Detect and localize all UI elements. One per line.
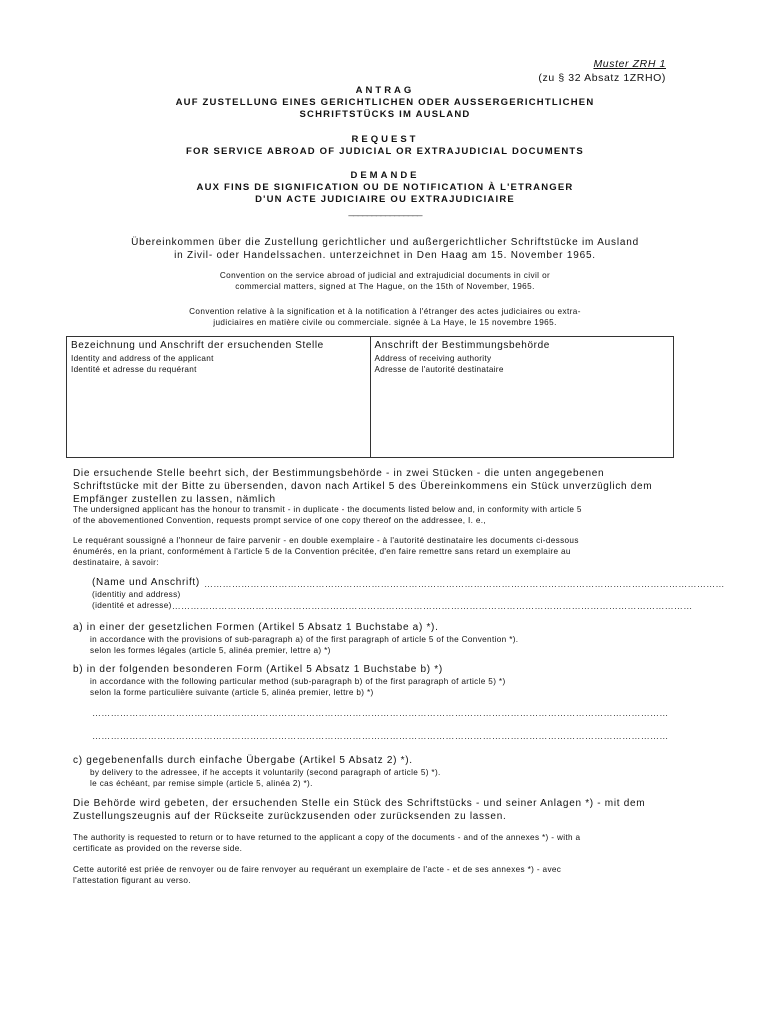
closing-en	[73, 832, 677, 854]
title-de-line1: ANTRAG	[355, 85, 415, 96]
convention-de-line2: in Zivil- oder Handelssachen. unterzeichnet in Den Haag am 15. November 1965.	[174, 250, 596, 261]
title-fr	[0, 170, 770, 206]
option-a-fr: selon les formes légales (article 5, alinéa premier, lettre a) *)	[90, 646, 331, 655]
option-a-de: a) in einer der gesetzlichen Formen (Artikel 5 Absatz 1 Buchstabe a) *).	[73, 622, 439, 633]
closing-fr-line1: Cette autorité est priée de renvoyer ou de faire renvoyer au requérant un exemplaire de l'acte - et de ses annexes *) - avec	[73, 865, 562, 874]
title-en-line1: REQUEST	[351, 134, 419, 145]
applicant-label-de: Bezeichnung und Anschrift der ersuchenden Stelle	[71, 340, 324, 351]
convention-en-line1: Convention on the service abroad of judicial and extrajudicial documents in civil or	[219, 271, 551, 280]
option-b[interactable]	[73, 663, 677, 698]
option-a-en: in accordance with the provisions of sub-paragraph a) of the first paragraph of article 5 of the Convention *).	[90, 635, 519, 644]
addressee-address-input[interactable]: ……………………………………………………………………………………………………………………………………………………	[171, 601, 693, 611]
closing-de-line1: Die Behörde wird gebeten, der ersuchenden Stelle ein Stück des Schriftstücks - und seiner Anlagen *) - mit dem	[73, 798, 646, 809]
applicant-address-box[interactable]	[67, 337, 370, 457]
title-en-line2: FOR SERVICE ABROAD OF JUDICIAL OR EXTRAJUDICIAL DOCUMENTS	[186, 146, 584, 157]
addressee-field	[92, 576, 725, 611]
title-fr-line3: D'UN ACTE JUDICIAIRE OU EXTRAJUDICIAIRE	[255, 194, 515, 205]
option-b-fr: selon la forme particulière suivante (article 5, alinéa premier, lettre b) *)	[90, 688, 374, 697]
request-de-line3: Empfänger zustellen zu lassen, nämlich	[73, 494, 276, 505]
convention-fr	[0, 306, 770, 328]
request-en	[73, 504, 677, 526]
request-fr-line3: destinataire, à savoir:	[73, 558, 159, 567]
closing-fr	[73, 864, 677, 886]
request-en-line1: The undersigned applicant has the honour to transmit - in duplicate - the documents listed below and, in conformity with article 5	[73, 505, 582, 514]
closing-en-line1: The authority is requested to return or to have returned to the applicant a copy of the documents - and of the annexes *) - with a	[73, 833, 581, 842]
applicant-label-en: Identity and address of the applicant	[71, 354, 214, 363]
title-rule: ________________	[348, 206, 422, 217]
addressee-label-de: (Name und Anschrift)	[92, 577, 200, 588]
form-model-reference	[538, 57, 666, 85]
receiving-authority-box[interactable]	[370, 337, 674, 457]
convention-de-line1: Übereinkommen über die Zustellung gerichtlicher und außergerichtlicher Schriftstücke im Ausland	[131, 237, 639, 248]
request-en-line2: of the abovementioned Convention, requests prompt service of one copy thereof on the addressee, I. e.,	[73, 516, 487, 525]
request-de-line1: Die ersuchende Stelle beehrt sich, der Bestimmungsbehörde - in zwei Stücken - die unten angegebenen	[73, 468, 605, 479]
convention-en	[0, 270, 770, 292]
convention-de	[0, 236, 770, 262]
option-c-de: c) gegebenenfalls durch einfache Übergabe (Artikel 5 Absatz 2) *).	[73, 755, 413, 766]
muster-section-ref: (zu § 32 Absatz 1ZRHO)	[538, 72, 666, 84]
option-c[interactable]	[73, 754, 677, 789]
request-fr-line1: Le requérant soussigné a l'honneur de faire parvenir - en double exemplaire - à l'autorité destinataire les documents ci-dessous	[73, 536, 579, 545]
option-b-en: in accordance with the following particular method (sub-paragraph b) of the first paragraph of article 5) *)	[90, 677, 506, 686]
particular-method-line-2[interactable]: ……………………………………………………………………………………………………………………………………………………………………	[92, 731, 669, 741]
request-fr	[73, 535, 677, 568]
title-fr-line1: DEMANDE	[350, 170, 420, 181]
convention-en-line2: commercial matters, signed at The Hague, on the 15th of November, 1965.	[235, 282, 535, 291]
closing-en-line2: certificate as provided on the reverse side.	[73, 844, 243, 853]
applicant-label-fr: Identité et adresse du requérant	[71, 365, 197, 374]
addressee-label-fr: (identité et adresse)	[92, 601, 172, 610]
closing-de	[73, 797, 677, 823]
option-c-fr: le cas échéant, par remise simple (article 5, alinéa 2) *).	[90, 779, 313, 788]
option-a[interactable]	[73, 621, 677, 656]
closing-fr-line2: l'attestation figurant au verso.	[73, 876, 191, 885]
title-en	[0, 134, 770, 158]
addressee-name-input[interactable]: ……………………………………………………………………………………………………………………………………………………	[203, 579, 725, 589]
title-de	[0, 85, 770, 121]
convention-fr-line2: judiciaires en matière civile ou commerciale. signée à La Haye, le 15 novembre 1965.	[213, 318, 557, 327]
request-de-line2: Schriftstücke mit der Bitte zu übersenden, davon nach Artikel 5 des Übereinkommens ein Stück unverzüglich dem	[73, 481, 653, 492]
title-fr-line2: AUX FINS DE SIGNIFICATION OU DE NOTIFICATION À L'ETRANGER	[196, 182, 574, 193]
authority-label-fr: Adresse de l'autorité destinataire	[374, 365, 504, 374]
closing-de-line2: Zustellungszeugnis auf der Rückseite zurückzusenden oder zurücksenden zu lassen.	[73, 811, 507, 822]
authority-label-en: Address of receiving authority	[374, 354, 492, 363]
particular-method-line-1[interactable]: ……………………………………………………………………………………………………………………………………………………………………	[92, 708, 669, 718]
title-de-line3: SCHRIFTSTÜCKS IM AUSLAND	[299, 109, 471, 120]
muster-label: Muster ZRH 1	[593, 58, 666, 70]
option-b-de: b) in der folgenden besonderen Form (Artikel 5 Absatz 1 Buchstabe b) *)	[73, 664, 443, 675]
convention-fr-line1: Convention relative à la signification et à la notification à l'étranger des actes judiciaires ou extra-	[189, 307, 581, 316]
request-fr-line2: énumérés, en la priant, conformément à l'article 5 de la Convention précitée, d'en faire remettre sans retard un exemplaire au	[73, 547, 571, 556]
option-c-en: by delivery to the adressee, if he accepts it voluntarily (second paragraph of article 5) *).	[90, 768, 441, 777]
request-de	[73, 467, 677, 506]
addressee-label-en: (identitiy and address)	[92, 590, 181, 599]
address-boxes	[66, 336, 674, 458]
title-de-line2: AUF ZUSTELLUNG EINES GERICHTLICHEN ODER AUSSERGERICHTLICHEN	[175, 97, 595, 108]
authority-label-de: Anschrift der Bestimmungsbehörde	[374, 340, 550, 351]
